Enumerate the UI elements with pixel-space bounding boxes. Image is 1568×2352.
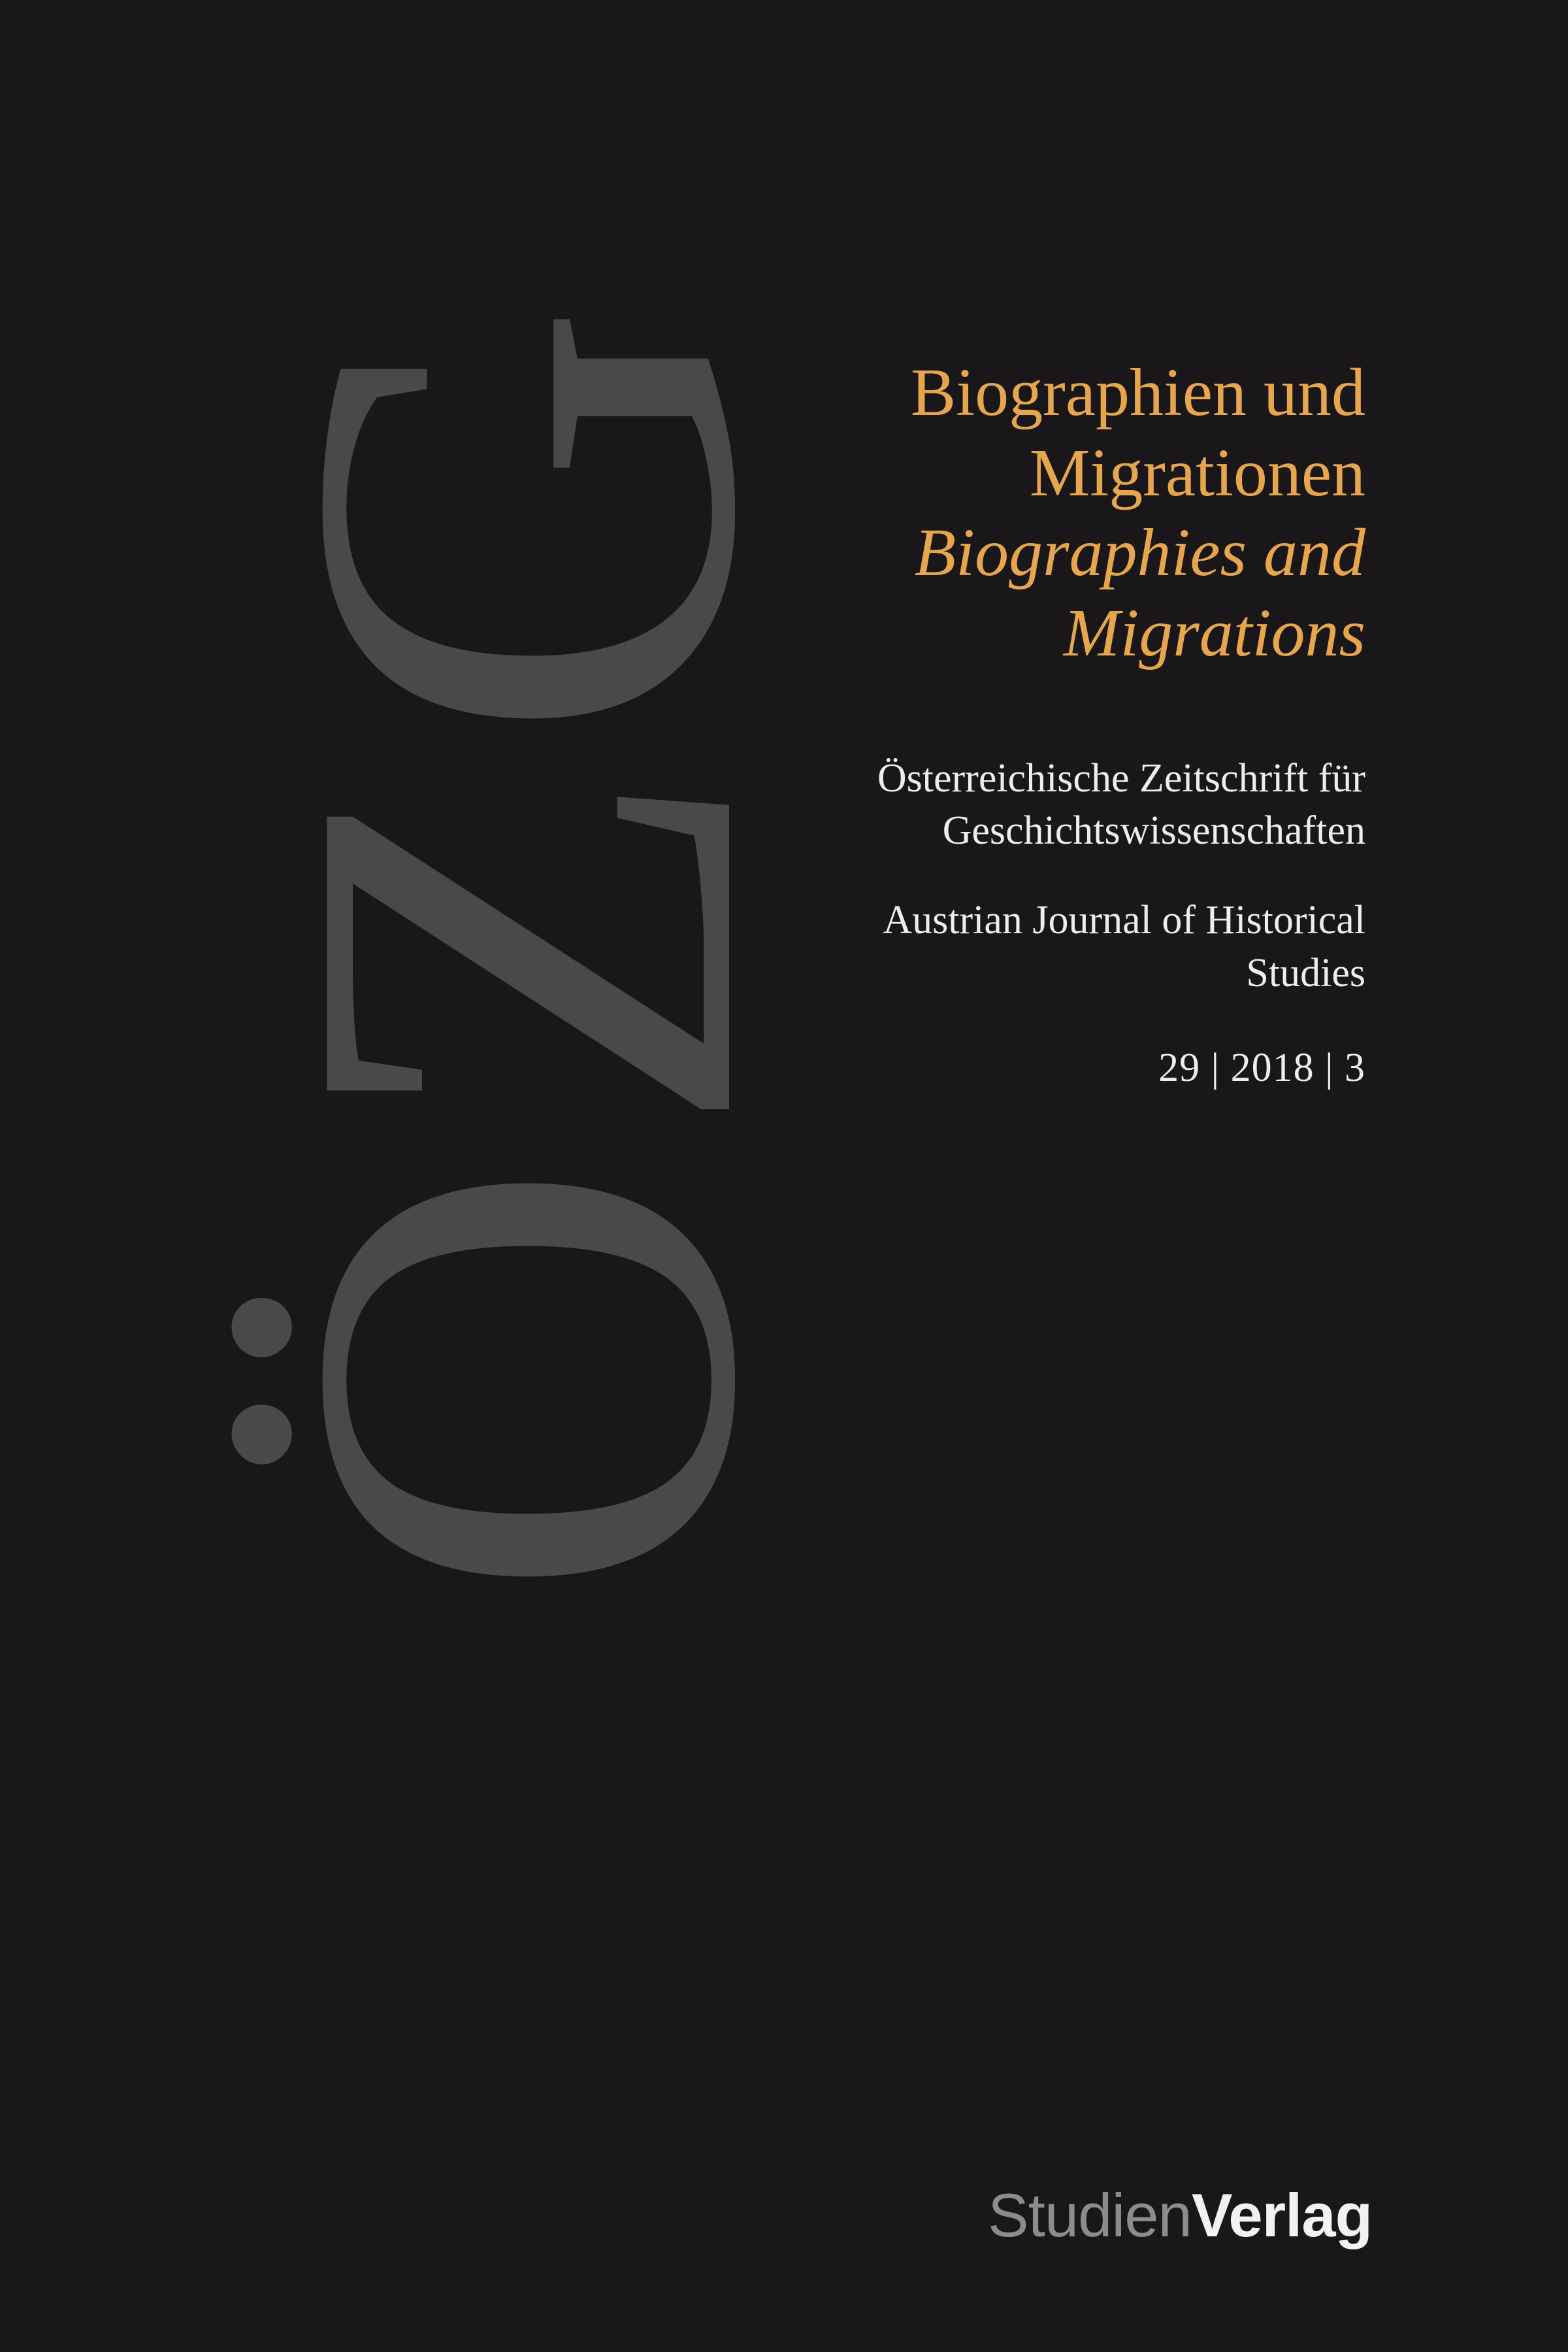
- issue-number: 29 | 2018 | 3: [1158, 1046, 1365, 1091]
- journal-subtitle-block: [797, 752, 1365, 999]
- publisher-logo: [988, 2180, 1372, 2251]
- journal-name-english: Austrian Journal of Historical Studies: [883, 898, 1365, 995]
- publisher-name-part1: Studien: [988, 2181, 1192, 2249]
- journal-name-german: Österreichische Zeitschrift für Geschichtswissenschaften: [877, 755, 1365, 853]
- page-title-english: Biographies and Migrations: [914, 515, 1365, 671]
- ozg-watermark-text: ÖZG: [182, 280, 862, 1602]
- page-title-german: Biographien und Migrationen: [910, 355, 1365, 510]
- publisher-name-part2: Verlag: [1191, 2181, 1372, 2249]
- cover-text-column: [797, 353, 1365, 1091]
